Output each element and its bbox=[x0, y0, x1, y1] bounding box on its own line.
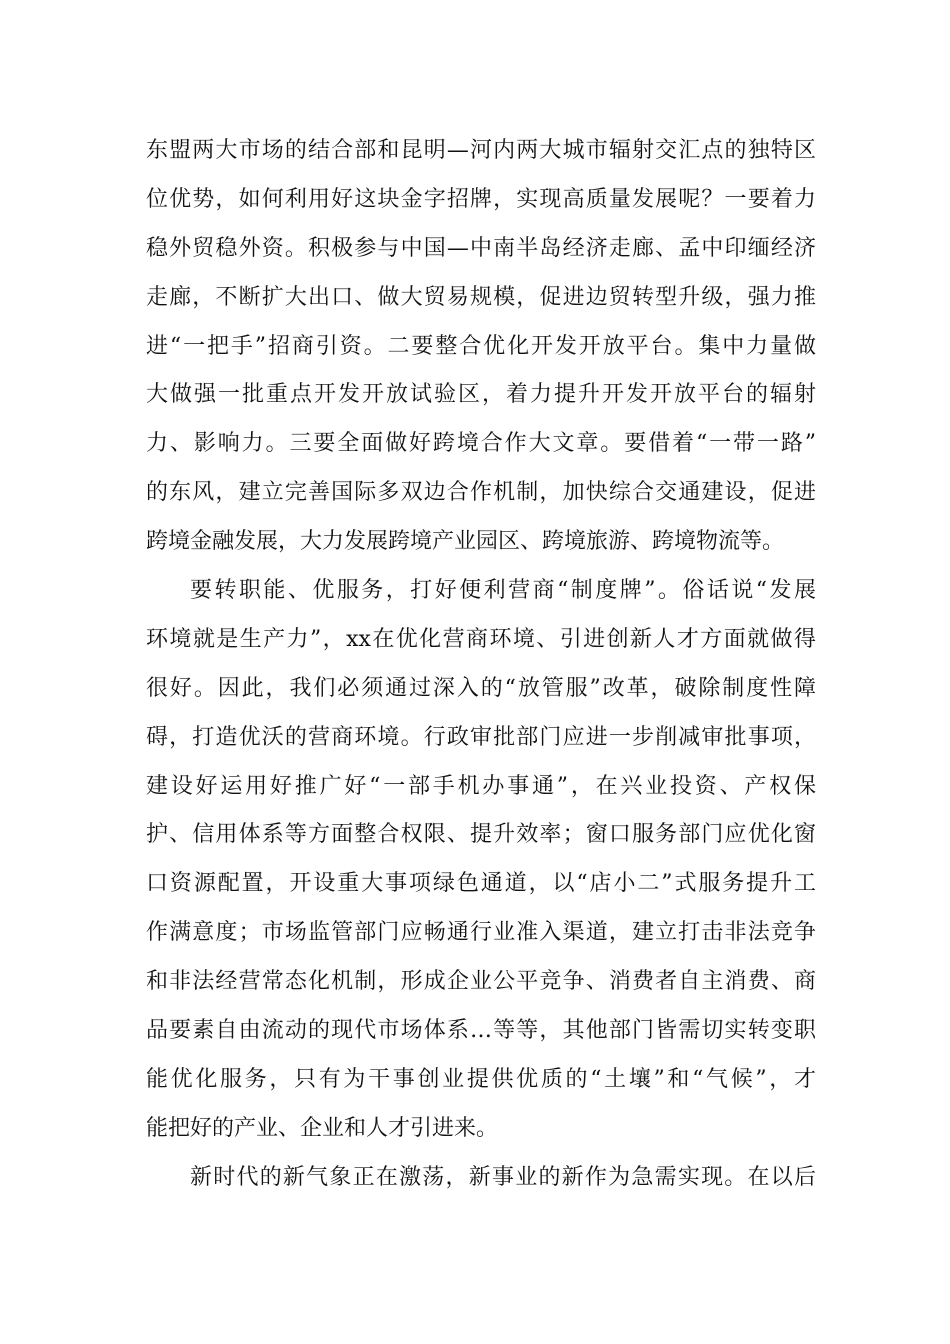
text-line-19: 品要素自由流动的现代市场体系…等等，其他部门皆需切实转变职 bbox=[146, 1018, 816, 1044]
text-line-5: 进“一把手”招商引资。二要整合优化开发开放平台。集中力量做 bbox=[146, 333, 816, 359]
text-line-20: 能优化服务，只有为干事创业提供优质的“土壤”和“气候”，才 bbox=[146, 1066, 816, 1092]
text-line-17: 作满意度；市场监管部门应畅通行业准入渠道，建立打击非法竞争 bbox=[146, 920, 816, 946]
text-line-3: 稳外贸稳外资。积极参与中国—中南半岛经济走廊、孟中印缅经济 bbox=[146, 235, 816, 261]
text-line-13: 碍，打造优沃的营商环境。行政审批部门应进一步削减审批事项， bbox=[146, 724, 816, 750]
text-line-15: 护、信用体系等方面整合权限、提升效率；窗口服务部门应优化窗 bbox=[146, 822, 816, 848]
text-line-6: 大做强一批重点开发开放试验区，着力提升开发开放平台的辐射 bbox=[146, 382, 816, 408]
text-line-10: 要转职能、优服务，打好便利营商“制度牌”。俗话说“发展 bbox=[190, 578, 816, 604]
text-line-1: 东盟两大市场的结合部和昆明—河内两大城市辐射交汇点的独特区 bbox=[146, 138, 816, 163]
text-line-7: 力、影响力。三要全面做好跨境合作大文章。要借着“一带一路” bbox=[146, 431, 816, 457]
text-line-14: 建设好运用好推广好“一部手机办事通”，在兴业投资、产权保 bbox=[146, 773, 816, 799]
text-line-12: 很好。因此，我们必须通过深入的“放管服”改革，破除制度性障 bbox=[146, 675, 816, 701]
text-line-2: 位优势，如何利用好这块金字招牌，实现高质量发展呢？一要着力 bbox=[146, 186, 816, 212]
text-line-16: 口资源配置，开设重大事项绿色通道，以“店小二”式服务提升工 bbox=[146, 871, 816, 897]
body-text bbox=[146, 127, 816, 1203]
text-line-22: 新时代的新气象正在激荡，新事业的新作为急需实现。在以后 bbox=[190, 1164, 816, 1190]
text-line-11: 环境就是生产力”，xx在优化营商环境、引进创新人才方面就做得 bbox=[146, 626, 816, 652]
text-line-8: 的东风，建立完善国际多双边合作机制，加快综合交通建设，促进 bbox=[146, 480, 816, 506]
text-line-9: 跨境金融发展，大力发展跨境产业园区、跨境旅游、跨境物流等。 bbox=[146, 529, 785, 555]
text-line-18: 和非法经营常态化机制，形成企业公平竞争、消费者自主消费、商 bbox=[146, 969, 816, 995]
text-line-4: 走廊，不断扩大出口、做大贸易规模，促进边贸转型升级，强力推 bbox=[146, 284, 816, 310]
text-line-21: 能把好的产业、企业和人才引进来。 bbox=[146, 1115, 499, 1141]
